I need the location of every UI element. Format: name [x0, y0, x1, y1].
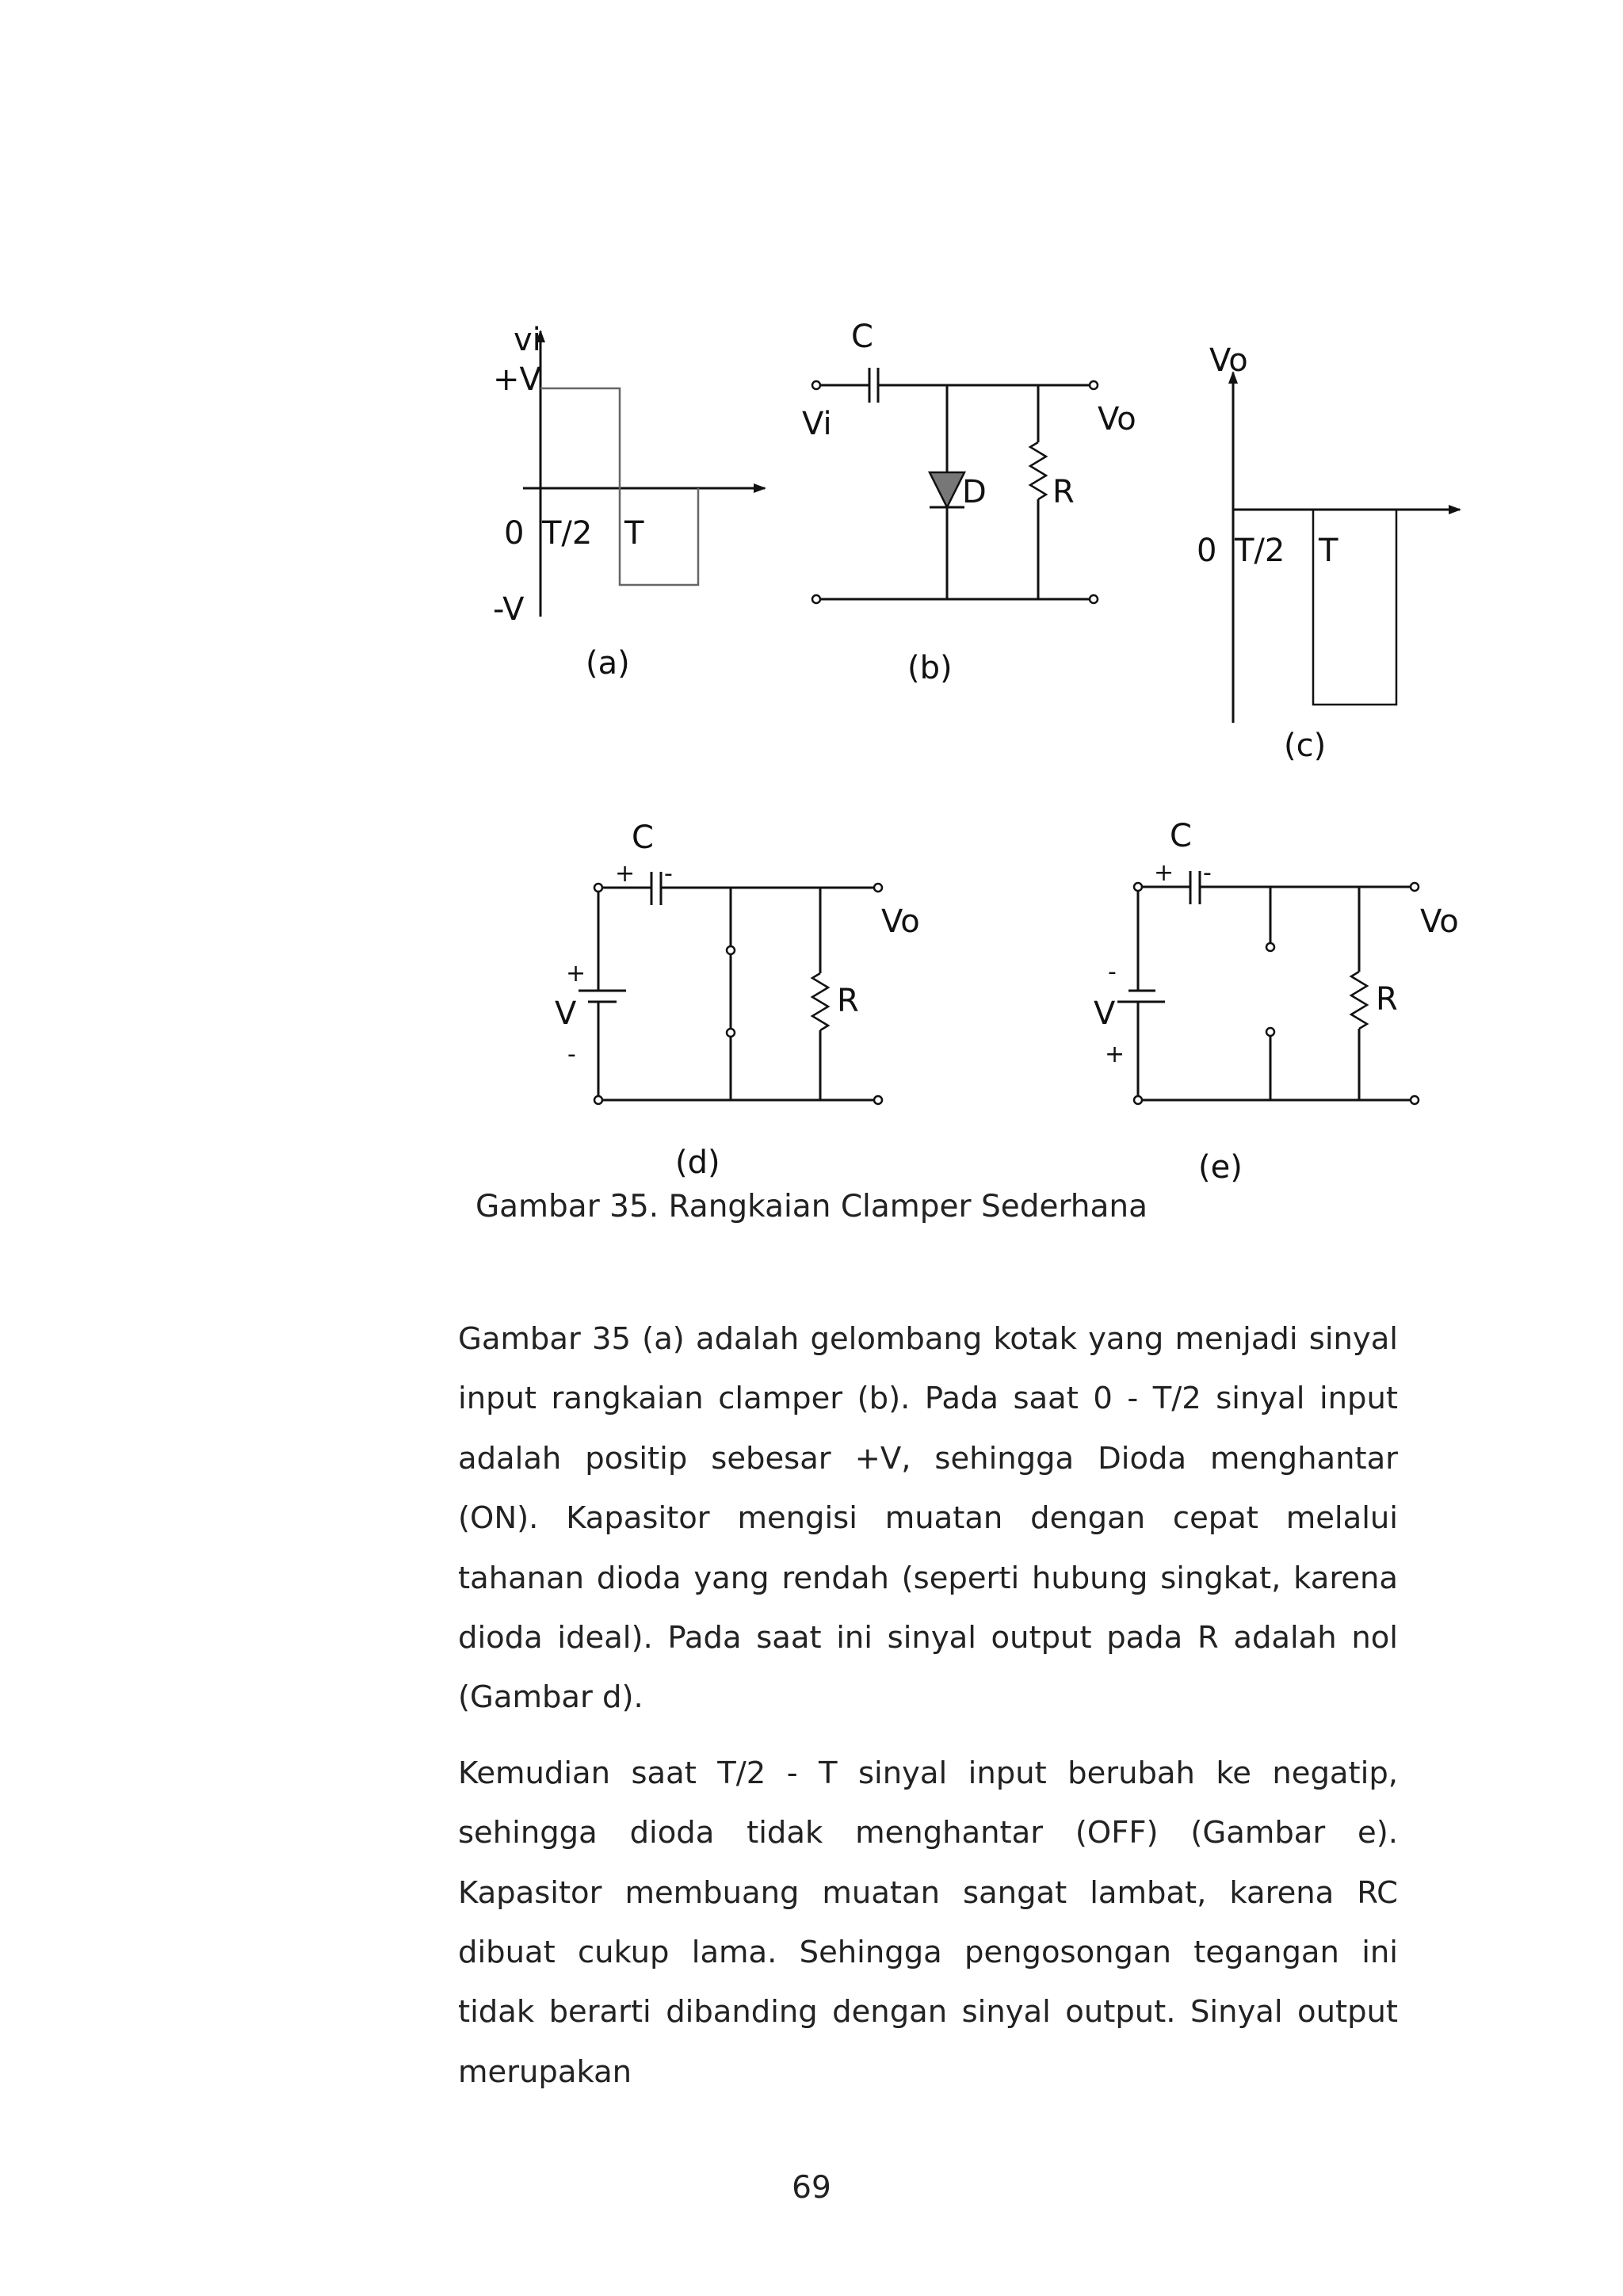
- e-battery-v-label: V: [1094, 995, 1116, 1032]
- figure-caption: Gambar 35. Rangkaian Clamper Sederhana: [475, 1189, 1148, 1224]
- d-capacitor-plus: +: [615, 860, 636, 888]
- b-capacitor-label: C: [851, 319, 873, 355]
- paragraph-2: Kemudian saat T/2 - T sinyal input berubah ke negatip, sehingga dioda tidak menghantar (OFF) (Gambar e). Kapasitor membuang muatan sangat lambat, karena RC dibuat cukup lama. Sehingga pengosongan tegangan ini tidak berarti dibanding dengan sinyal output. Sinyal output merupakan: [458, 1755, 1398, 2090]
- d-capacitor-minus: -: [664, 860, 673, 888]
- b-input-terminal-top: [812, 381, 820, 389]
- d-capacitor-label: C: [632, 819, 654, 856]
- c-vo-label: Vo: [1209, 342, 1248, 379]
- b-output-terminal-bottom: [1090, 595, 1098, 603]
- e-resistor-label: R: [1376, 981, 1398, 1018]
- e-capacitor-label: C: [1170, 818, 1192, 854]
- figure-a-input-waveform: [493, 322, 765, 682]
- c-zero-label: 0: [1197, 533, 1217, 569]
- e-vo-label: Vo: [1420, 904, 1459, 940]
- e-resistor-symbol: [1351, 972, 1367, 1029]
- b-input-terminal-bottom: [812, 595, 820, 603]
- a-zero-label: 0: [504, 515, 525, 552]
- c-period-label: T: [1319, 533, 1338, 569]
- c-caption-label: (c): [1284, 728, 1327, 764]
- a-period-label: T: [624, 515, 644, 552]
- e-battery-minus: -: [1108, 958, 1117, 986]
- figure-d-diode-on-circuit: [555, 819, 920, 1181]
- a-minus-v-label: -V: [493, 591, 525, 628]
- d-input-terminal-bottom: [594, 1096, 602, 1104]
- d-resistor-label: R: [837, 983, 859, 1019]
- body-text: [458, 1309, 1398, 2118]
- d-output-terminal-bottom: [874, 1096, 882, 1104]
- e-diode-open: [1266, 1028, 1274, 1036]
- e-input-terminal-top: [1134, 883, 1142, 891]
- figure-b-clamper-circuit: [802, 319, 1136, 686]
- page-number: 69: [792, 2170, 831, 2206]
- d-vo-label: Vo: [881, 904, 920, 940]
- a-caption-label: (a): [586, 645, 630, 682]
- b-resistor-label: R: [1052, 474, 1075, 510]
- e-capacitor-minus: -: [1203, 859, 1212, 887]
- figure-c-output-waveform: [1197, 342, 1460, 764]
- d-battery-v-label: V: [555, 995, 577, 1032]
- d-resistor-symbol: [812, 973, 828, 1030]
- b-resistor-symbol: [1030, 442, 1046, 499]
- c-half-period-label: T/2: [1235, 533, 1285, 569]
- b-diode-label: D: [962, 474, 987, 510]
- b-output-terminal-top: [1090, 381, 1098, 389]
- d-caption-label: (d): [675, 1144, 720, 1181]
- b-caption-label: (b): [907, 650, 953, 686]
- d-output-terminal-top: [874, 884, 882, 892]
- a-vi-label: vi: [514, 322, 541, 358]
- d-battery-plus: +: [566, 960, 586, 988]
- e-battery-plus: +: [1105, 1041, 1125, 1068]
- e-input-terminal-bottom: [1134, 1096, 1142, 1104]
- a-half-period-label: T/2: [542, 515, 593, 552]
- d-input-terminal-top: [594, 884, 602, 892]
- b-diode-symbol: [930, 472, 964, 507]
- b-vi-label: Vi: [802, 406, 832, 442]
- e-capacitor-plus: +: [1154, 859, 1174, 887]
- a-square-wave: [540, 388, 698, 585]
- e-output-terminal-top: [1411, 883, 1419, 891]
- paragraph-1: Gambar 35 (a) adalah gelombang kotak yang menjadi sinyal input rangkaian clamper (b). Pada saat 0 - T/2 sinyal input adalah positip sebesar +V, sehingga Dioda menghantar (ON). Kapasitor mengisi muatan dengan cepat melalui tahanan dioda yang rendah (seperti hubung singkat, karena dioda ideal). Pada saat ini sinyal output pada R adalah nol (Gambar d).: [458, 1321, 1398, 1716]
- d-battery-minus: -: [567, 1041, 576, 1068]
- e-output-terminal-bottom: [1411, 1096, 1419, 1104]
- figure-e-diode-off-circuit: [1094, 818, 1459, 1186]
- b-vo-label: Vo: [1098, 401, 1136, 437]
- a-plus-v-label: +V: [493, 361, 541, 398]
- e-caption-label: (e): [1198, 1149, 1243, 1186]
